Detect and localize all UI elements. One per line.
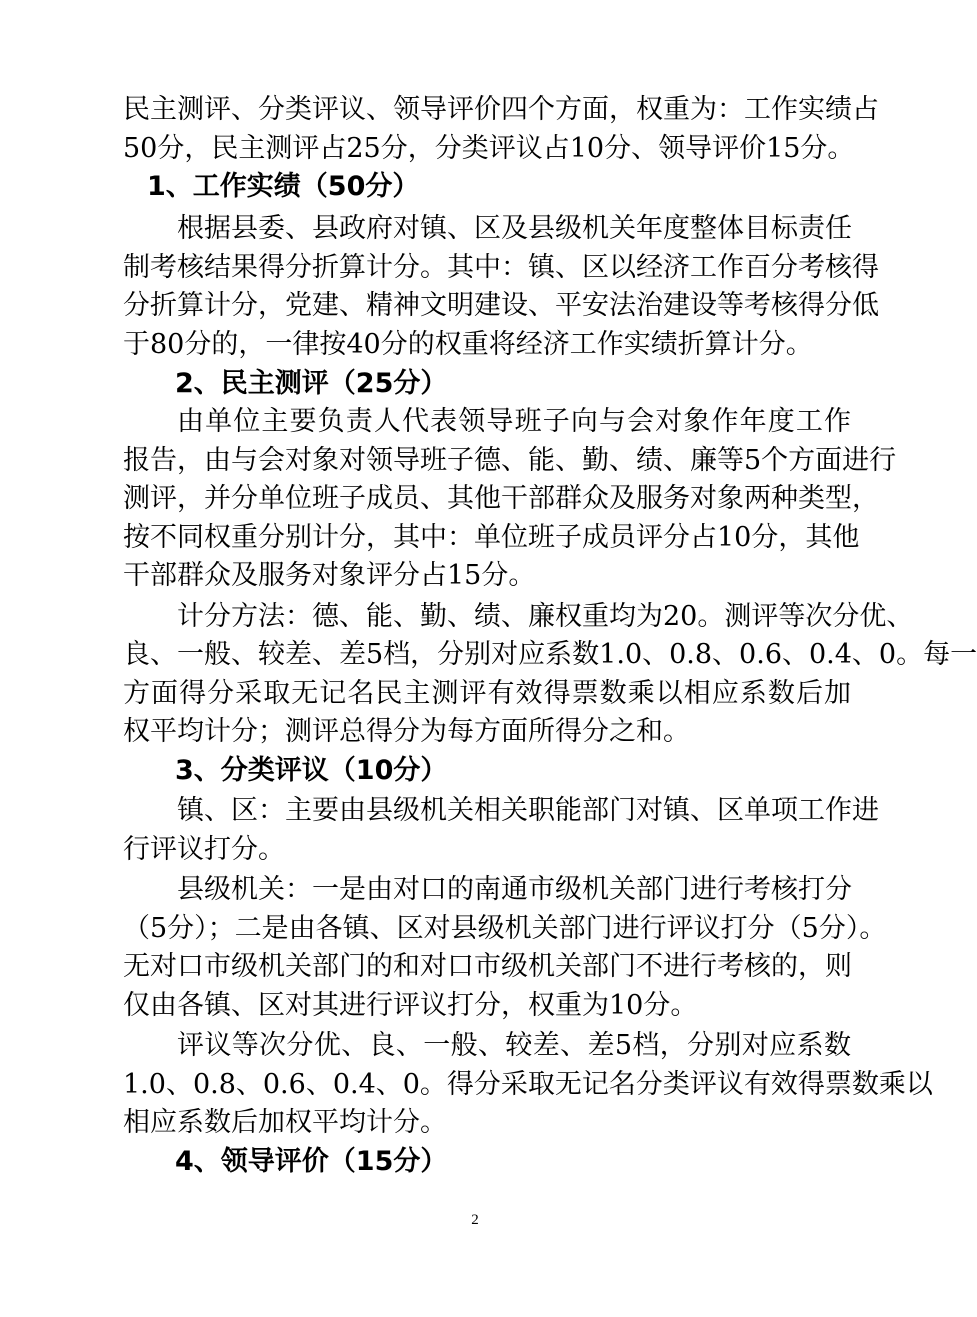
section-heading-work-performance: 1、工作实绩（50分）: [147, 171, 420, 202]
paragraph-line: 报告，由与会对象对领导班子德、能、勤、绩、廉等5个方面进行: [123, 445, 897, 476]
paragraph-line: 根据县委、县政府对镇、区及县级机关年度整体目标责任: [177, 213, 852, 244]
paragraph-line: 县级机关：一是由对口的南通市级机关部门进行考核打分: [177, 874, 852, 905]
paragraph-line: 方面得分采取无记名民主测评有效得票数乘以相应系数后加: [123, 678, 851, 709]
paragraph-line: 评议等次分优、良、一般、较差、差5档，分别对应系数: [177, 1030, 851, 1061]
paragraph-line: 制考核结果得分折算计分。其中：镇、区以经济工作百分考核得: [123, 252, 879, 283]
paragraph-line: 无对口市级机关部门的和对口市级机关部门不进行考核的，则: [123, 951, 852, 982]
paragraph-line: 镇、区：主要由县级机关相关职能部门对镇、区单项工作进: [177, 795, 879, 826]
paragraph-line: 权平均计分；测评总得分为每方面所得分之和。: [123, 716, 690, 747]
paragraph-line: 由单位主要负责人代表领导班子向与会对象作年度工作: [177, 406, 851, 437]
paragraph-line: 1.0、0.8、0.6、0.4、0。得分采取无记名分类评议有效得票数乘以: [123, 1069, 933, 1100]
paragraph-line: 民主测评、分类评议、领导评价四个方面，权重为：工作实绩占: [123, 94, 879, 125]
paragraph-line: 50分，民主测评占25分，分类评议占10分、领导评价15分。: [123, 133, 855, 164]
paragraph-line: 干部群众及服务对象评分占15分。: [123, 560, 536, 591]
paragraph-line: 计分方法：德、能、勤、绩、廉权重均为20。测评等次分优、: [177, 601, 914, 632]
paragraph-line: 测评，并分单位班子成员、其他干部群众及服务对象两种类型，: [123, 483, 879, 514]
paragraph-line: 行评议打分。: [123, 834, 285, 865]
page-number: 2: [471, 1212, 479, 1228]
paragraph-line: 仅由各镇、区对其进行评议打分，权重为10分。: [123, 990, 698, 1021]
section-heading-democratic-evaluation: 2、民主测评（25分）: [175, 368, 448, 399]
paragraph-line: 按不同权重分别计分，其中：单位班子成员评分占10分，其他: [123, 522, 860, 553]
section-heading-leader-evaluation: 4、领导评价（15分）: [175, 1146, 448, 1177]
paragraph-line: （5分）；二是由各镇、区对县级机关部门进行评议打分（5分）。: [123, 913, 887, 944]
section-heading-classified-review: 3、分类评议（10分）: [175, 755, 448, 786]
paragraph-line: 相应系数后加权平均计分。: [123, 1107, 447, 1138]
paragraph-line: 分折算计分，党建、精神文明建设、平安法治建设等考核得分低: [123, 290, 879, 321]
paragraph-line: 于80分的，一律按40分的权重将经济工作实绩折算计分。: [123, 329, 813, 360]
paragraph-line: 良、一般、较差、差5档，分别对应系数1.0、0.8、0.6、0.4、0。每一: [123, 639, 977, 670]
